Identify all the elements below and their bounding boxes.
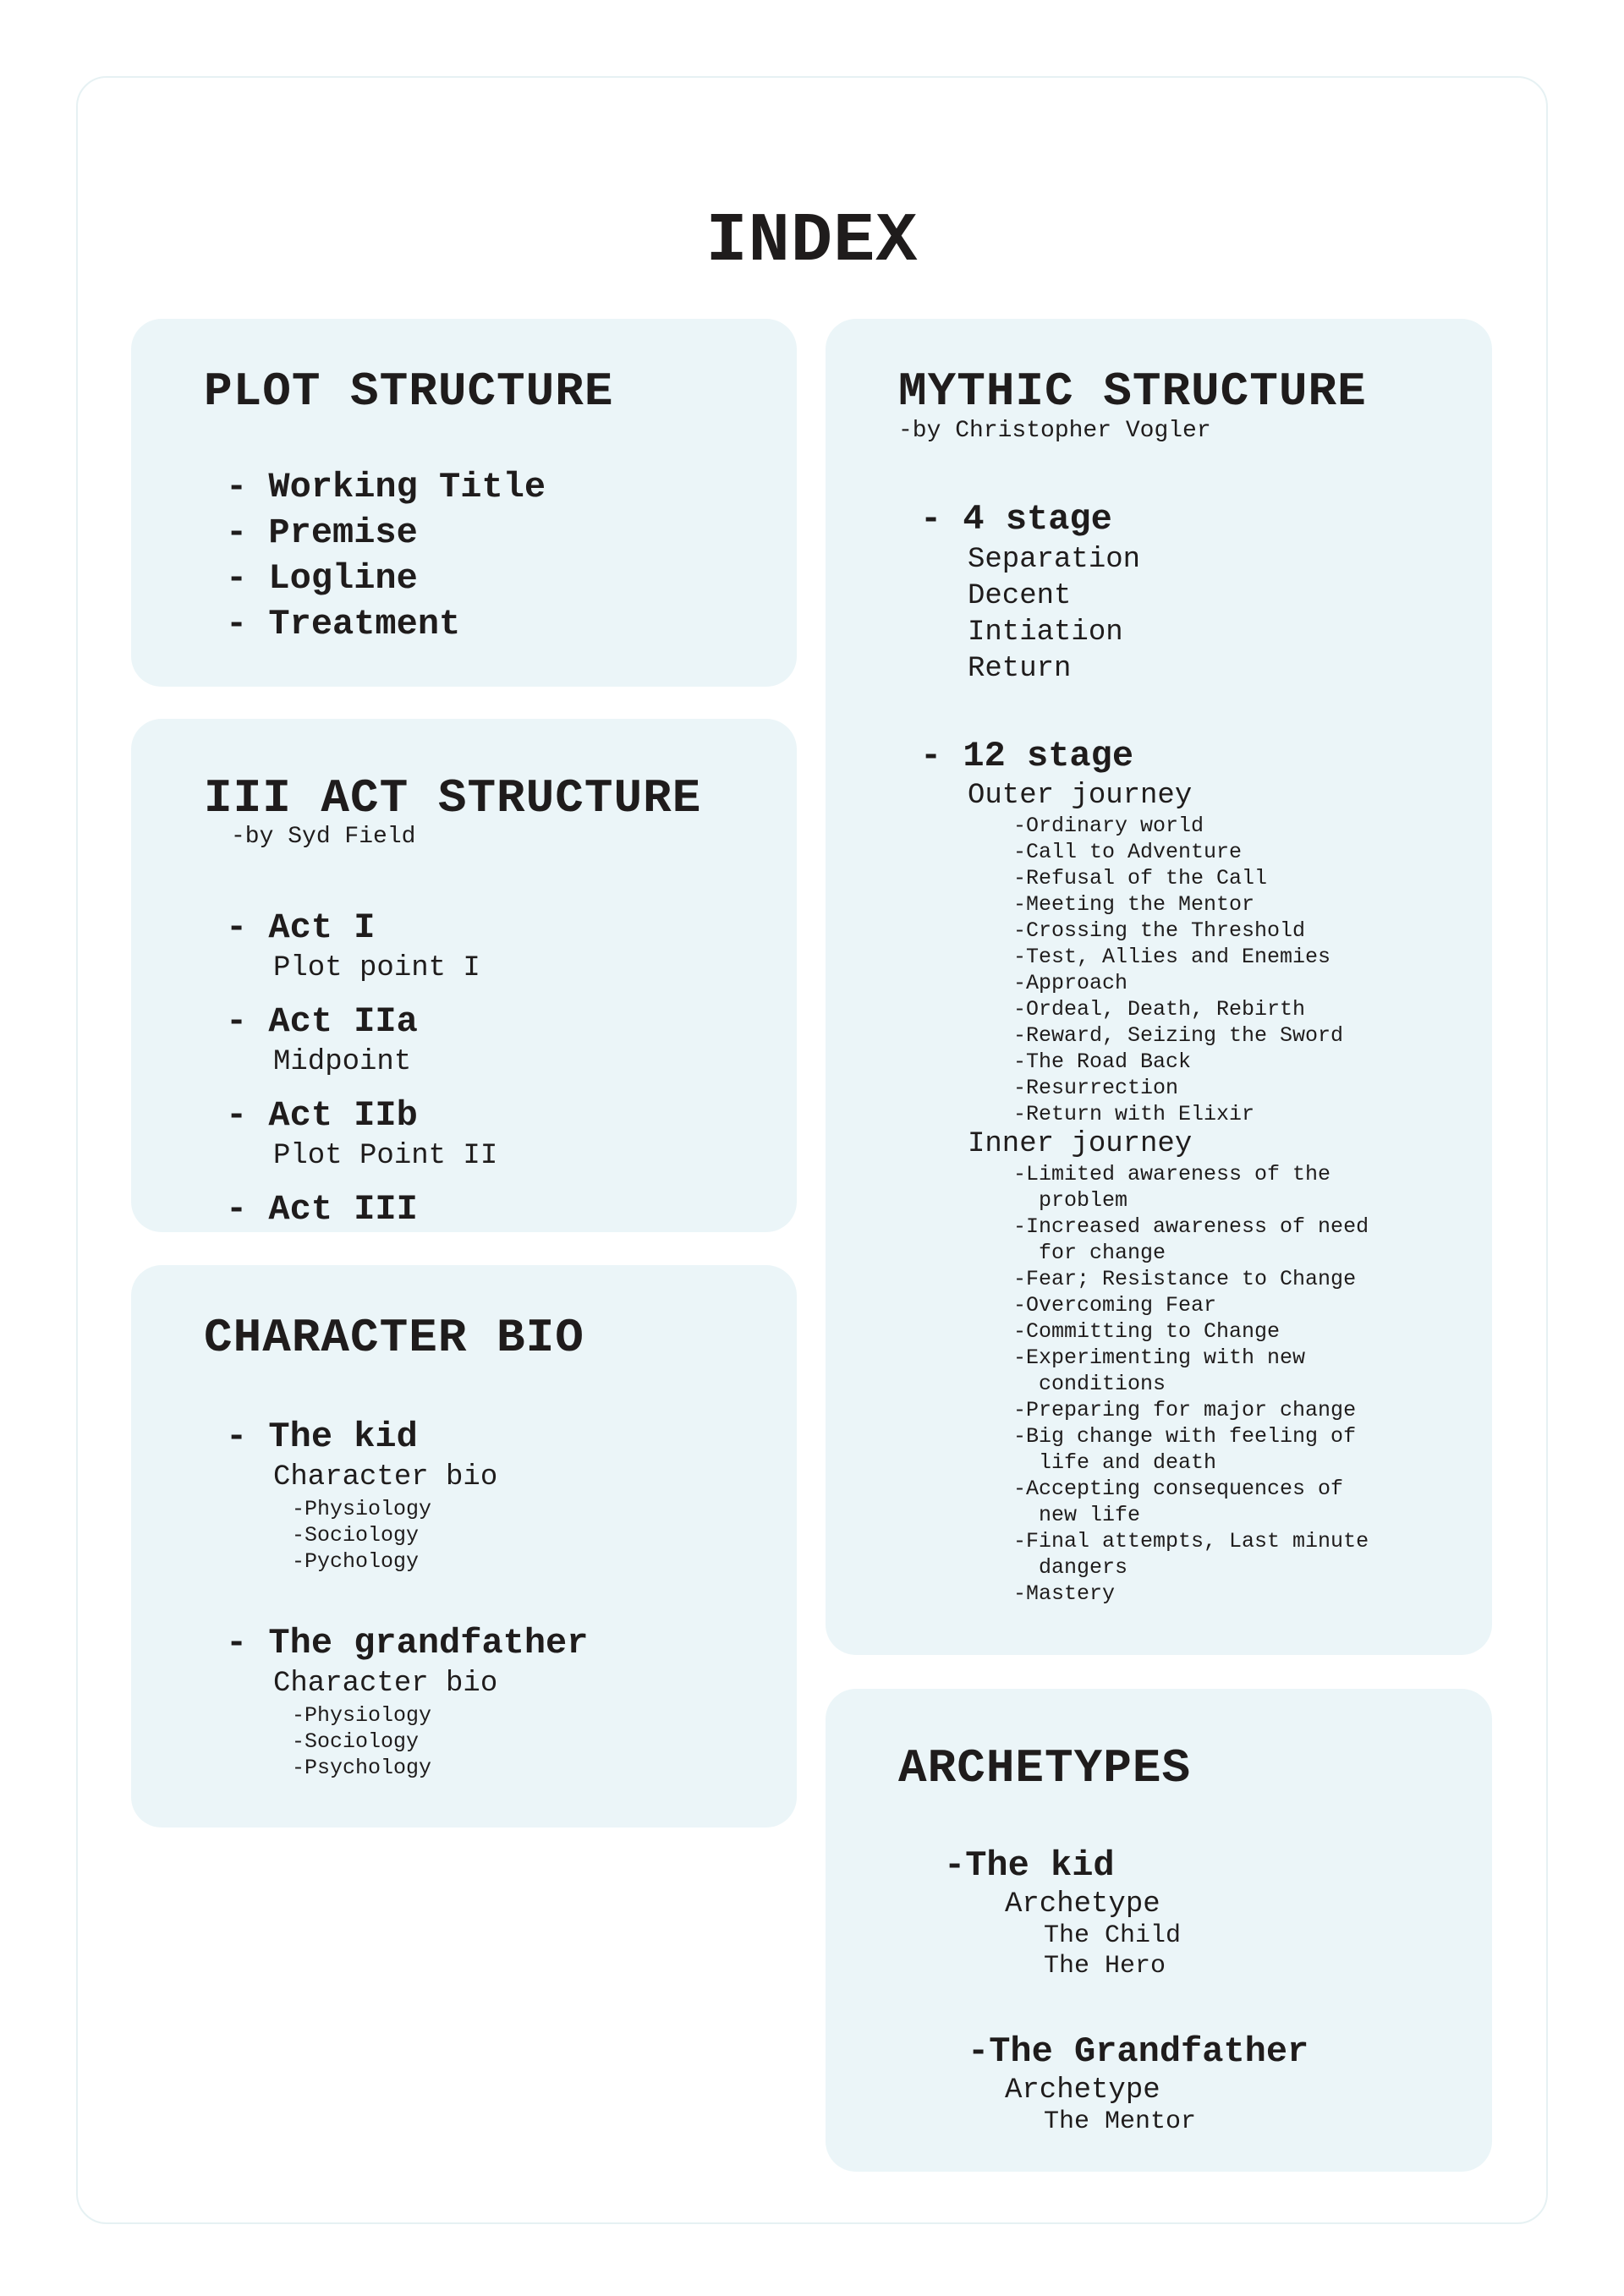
twelve-stage-section (920, 733, 1369, 1607)
character-item: -Sociology (292, 1523, 420, 1548)
outer-journey-item: -Resurrection (1013, 1076, 1179, 1100)
archetype-item: The Child (1044, 1921, 1182, 1950)
mythic-byline: -by Christopher Vogler (898, 418, 1211, 444)
four-stage-label: - 4 stage (920, 499, 1112, 540)
plot-item: - Premise (226, 512, 418, 553)
inner-journey-item: -Fear; Resistance to Change (1013, 1267, 1357, 1291)
plot-structure-heading: PLOT STRUCTURE (204, 364, 614, 419)
outer-journey-item: -Meeting the Mentor (1013, 892, 1255, 917)
outer-journey-item: -The Road Back (1013, 1049, 1192, 1074)
outer-journey-item: -Crossing the Threshold (1013, 918, 1306, 943)
act-label: - Act IIb (226, 1095, 418, 1136)
outer-journey-item: -Approach (1013, 971, 1128, 995)
four-stage-item: Decent (968, 580, 1072, 612)
three-act-heading: III ACT STRUCTURE (204, 771, 702, 825)
inner-journey-item: conditions (1013, 1372, 1166, 1396)
outer-journey-item: -Reward, Seizing the Sword (1013, 1023, 1344, 1048)
plot-item: - Treatment (226, 604, 461, 644)
mythic-heading: MYTHIC STRUCTURE (898, 364, 1367, 419)
outer-journey-item: -Call to Adventure (1013, 840, 1243, 864)
plot-item: - Working Title (226, 467, 546, 507)
act-sub: Midpoint (273, 1046, 412, 1078)
act-list (226, 905, 497, 1232)
archetype-sub: Archetype (1005, 1888, 1160, 1921)
page-title: INDEX (705, 202, 919, 281)
archetypes-heading: ARCHETYPES (898, 1741, 1192, 1795)
act-label: - Act I (226, 907, 376, 948)
archetype-name: -The kid (944, 1845, 1115, 1886)
inner-journey-item: -Big change with feeling of (1013, 1424, 1357, 1449)
act-label: - Act IIa (226, 1001, 418, 1042)
outer-journey-item: -Test, Allies and Enemies (1013, 945, 1331, 969)
inner-journey-item: for change (1013, 1241, 1166, 1265)
inner-journey-item: -Increased awareness of need (1013, 1214, 1369, 1239)
inner-journey-item: life and death (1013, 1450, 1217, 1475)
character-entry-grandfather (226, 1620, 588, 1781)
four-stage-section (920, 496, 1140, 688)
act-label: - Act III (226, 1189, 418, 1230)
character-item: -Psychology (292, 1756, 432, 1780)
archetype-item: The Mentor (1044, 2107, 1197, 2136)
archetype-sub: Archetype (1005, 2074, 1160, 2107)
four-stage-item: Intiation (968, 616, 1123, 649)
mythic-structure-card (826, 319, 1492, 1655)
inner-journey-item: dangers (1013, 1555, 1128, 1580)
archetype-entry-kid (944, 1843, 1181, 1981)
inner-journey-item: -Preparing for major change (1013, 1398, 1357, 1422)
twelve-stage-label: - 12 stage (920, 736, 1134, 776)
inner-journey-item: -Overcoming Fear (1013, 1293, 1217, 1318)
act-sub: Plot Point II (273, 1140, 498, 1172)
character-bio-heading: CHARACTER BIO (204, 1311, 584, 1365)
archetype-entry-grandfather (968, 2029, 1309, 2137)
character-item: -Pychology (292, 1549, 420, 1574)
character-bio-card (131, 1265, 797, 1827)
character-sub: Character bio (273, 1461, 498, 1493)
outer-journey-item: -Refusal of the Call (1013, 866, 1268, 890)
outer-journey-item: -Return with Elixir (1013, 1102, 1255, 1126)
four-stage-item: Return (968, 653, 1072, 685)
character-entry-kid (226, 1414, 497, 1575)
inner-journey-item: -Experimenting with new (1013, 1345, 1306, 1370)
inner-journey-item: -Mastery (1013, 1581, 1116, 1606)
character-item: -Physiology (292, 1703, 432, 1728)
outer-journey-item: -Ordeal, Death, Rebirth (1013, 997, 1306, 1022)
character-item: -Sociology (292, 1729, 420, 1754)
act-sub: Plot point I (273, 952, 480, 984)
archetype-item: The Hero (1044, 1952, 1166, 1981)
plot-structure-card (131, 319, 797, 687)
three-act-byline: -by Syd Field (231, 824, 416, 850)
outer-journey-item: -Ordinary world (1013, 814, 1204, 838)
outer-journey-list (920, 813, 1369, 1127)
inner-journey-label: Inner journey (968, 1128, 1193, 1160)
character-name: - The kid (226, 1417, 418, 1457)
four-stage-item: Separation (968, 544, 1141, 576)
plot-item: - Logline (226, 558, 418, 599)
plot-structure-list (226, 464, 546, 647)
inner-journey-list (920, 1161, 1369, 1607)
inner-journey-item: -Committing to Change (1013, 1319, 1281, 1344)
character-sub: Character bio (273, 1668, 498, 1700)
outer-journey-label: Outer journey (968, 780, 1193, 812)
inner-journey-item: new life (1013, 1503, 1141, 1527)
inner-journey-item: -Limited awareness of the (1013, 1162, 1331, 1186)
archetype-name: -The Grandfather (968, 2031, 1309, 2072)
inner-journey-item: -Final attempts, Last minute (1013, 1529, 1369, 1553)
three-act-card (131, 719, 797, 1232)
character-name: - The grandfather (226, 1623, 589, 1663)
archetypes-card (826, 1689, 1492, 2172)
inner-journey-item: problem (1013, 1188, 1128, 1213)
inner-journey-item: -Accepting consequences of (1013, 1477, 1344, 1501)
character-item: -Physiology (292, 1497, 432, 1521)
